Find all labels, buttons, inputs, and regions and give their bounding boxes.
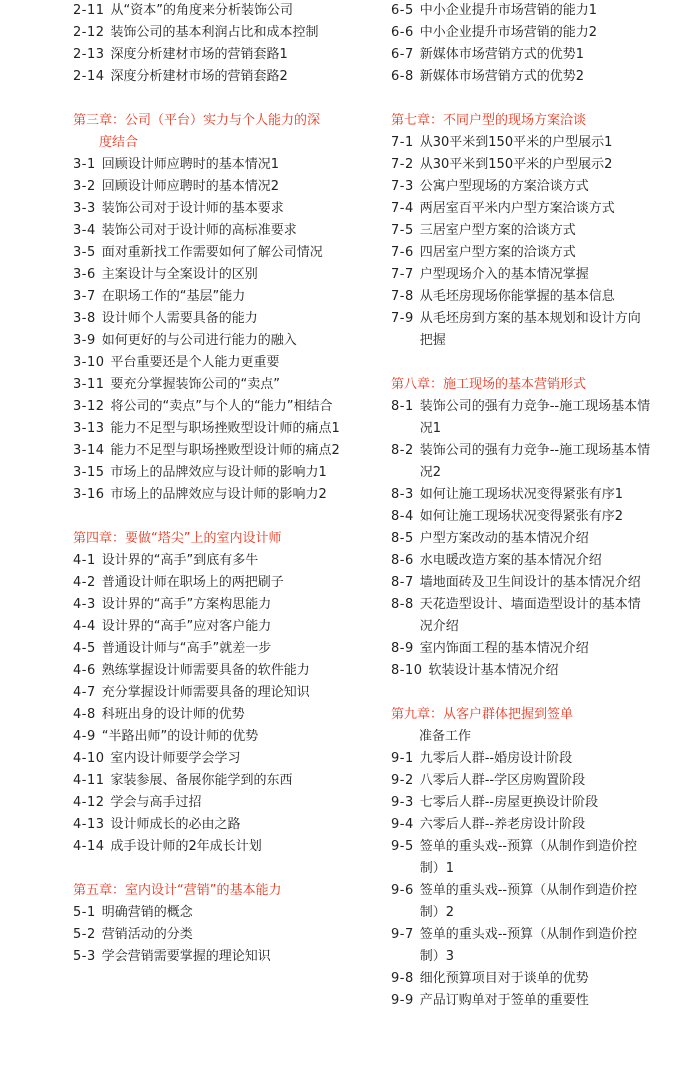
toc-entry (73, 902, 353, 924)
chapter-heading (73, 110, 353, 154)
toc-entry (391, 990, 653, 1012)
entry-number: 3-8 (73, 311, 96, 326)
entry-title: 设计界的“高手”应对客户能力 (101, 619, 272, 634)
entry-title: 中小企业提升市场营销的能力2 (419, 25, 598, 40)
toc-entry (73, 330, 353, 352)
entry-title: 中小企业提升市场营销的能力1 (419, 3, 598, 18)
entry-title: 面对重新找工作需要如何了解公司情况 (101, 245, 323, 260)
entry-number: 4-12 (73, 795, 105, 810)
toc-entry (73, 352, 353, 374)
toc-entry (73, 550, 353, 572)
entry-title: 产品订购单对于签单的重要性 (419, 993, 589, 1008)
toc-entry (391, 242, 653, 264)
toc-entry (73, 836, 353, 858)
entry-number: 3-15 (73, 465, 105, 480)
entry-title: 装饰公司对于设计师的基本要求 (101, 201, 284, 216)
entry-title: 室内饰面工程的基本情况介绍 (419, 641, 589, 656)
toc-entry (391, 22, 653, 44)
entry-number: 4-3 (73, 597, 96, 612)
entry-number: 3-10 (73, 355, 105, 370)
toc-entry (73, 462, 353, 484)
toc-entry (73, 154, 353, 176)
entry-number: 9-9 (391, 993, 414, 1008)
entry-title: 如何更好的与公司进行能力的融入 (101, 333, 297, 348)
entry-title: 签单的重头戏--预算（从制作到造价控制）3 (419, 927, 638, 964)
chapter-heading (391, 110, 653, 132)
toc-entry (73, 418, 353, 440)
entry-title: 学会营销需要掌握的理论知识 (101, 949, 271, 964)
entry-number: 4-11 (73, 773, 105, 788)
entry-title: 回顾设计师应聘时的基本情况1 (101, 157, 280, 172)
entry-number: 8-8 (391, 597, 414, 612)
section-spacer (73, 88, 353, 110)
entry-number: 4-1 (73, 553, 96, 568)
toc-entry (73, 286, 353, 308)
entry-title: 如何让施工现场状况变得紧张有序1 (419, 487, 624, 502)
entry-number: 6-5 (391, 3, 414, 18)
toc-entry (391, 660, 653, 682)
section-spacer (73, 506, 353, 528)
entry-title: 签单的重头戏--预算（从制作到造价控制）1 (419, 839, 638, 876)
toc-entry (391, 594, 653, 638)
entry-title: 细化预算项目对于谈单的优势 (419, 971, 589, 986)
entry-number: 3-3 (73, 201, 96, 216)
toc-entry (73, 814, 353, 836)
entry-number: 9-3 (391, 795, 414, 810)
entry-number: 7-8 (391, 289, 414, 304)
chapter-heading (391, 374, 653, 396)
entry-number: 6-7 (391, 47, 414, 62)
entry-number: 9-8 (391, 971, 414, 986)
toc-entry (73, 396, 353, 418)
entry-number: 3-14 (73, 443, 105, 458)
entry-number: 4-9 (73, 729, 96, 744)
toc-entry (391, 572, 653, 594)
toc-entry (73, 792, 353, 814)
entry-title: 从“资本”的角度来分析装饰公司 (110, 3, 293, 18)
entry-number: 7-5 (391, 223, 414, 238)
toc-entry (391, 198, 653, 220)
entry-number: 3-2 (73, 179, 96, 194)
entry-number: 7-9 (391, 311, 414, 326)
section-spacer (391, 352, 653, 374)
entry-number: 9-5 (391, 839, 414, 854)
toc-column-left (73, 0, 353, 968)
toc-entry (391, 66, 653, 88)
entry-number: 3-6 (73, 267, 96, 282)
entry-title: 装饰公司的强有力竞争--施工现场基本情况1 (419, 399, 651, 436)
entry-number: 9-4 (391, 817, 414, 832)
entry-number: 6-8 (391, 69, 414, 84)
entry-title: 户型现场介入的基本情况掌握 (419, 267, 589, 282)
toc-entry (73, 66, 353, 88)
toc-entry (391, 506, 653, 528)
section-spacer (73, 858, 353, 880)
toc-entry (73, 198, 353, 220)
entry-title: 将公司的“卖点”与个人的“能力”相结合 (110, 399, 333, 414)
entry-number: 3-1 (73, 157, 96, 172)
entry-number: 8-5 (391, 531, 414, 546)
entry-title: 能力不足型与职场挫败型设计师的痛点2 (110, 443, 340, 458)
toc-entry (73, 440, 353, 462)
entry-number: 3-13 (73, 421, 105, 436)
entry-title: 九零后人群--婚房设计阶段 (419, 751, 573, 766)
entry-title: 墙地面砖及卫生间设计的基本情况介绍 (419, 575, 641, 590)
toc-entry (391, 132, 653, 154)
toc-entry (73, 770, 353, 792)
entry-number: 8-4 (391, 509, 414, 524)
entry-number: 2-12 (73, 25, 105, 40)
toc-column-right (391, 0, 653, 1012)
toc-entry (73, 572, 353, 594)
entry-number: 8-3 (391, 487, 414, 502)
chapter-title: 第九章：从客户群体把握到签单 (391, 707, 574, 722)
entry-number: 8-6 (391, 553, 414, 568)
entry-number: 4-14 (73, 839, 105, 854)
entry-title: 要充分掌握装饰公司的“卖点” (110, 377, 280, 392)
entry-number: 4-6 (73, 663, 96, 678)
entry-title: 四居室户型方案的洽谈方式 (419, 245, 576, 260)
toc-entry (73, 682, 353, 704)
entry-number: 2-13 (73, 47, 105, 62)
toc-entry (391, 638, 653, 660)
entry-number: 3-9 (73, 333, 96, 348)
toc-entry (391, 176, 653, 198)
entry-title: 设计师个人需要具备的能力 (101, 311, 258, 326)
toc-entry (391, 880, 653, 924)
toc-entry (391, 924, 653, 968)
entry-title: 从毛坯房到方案的基本规划和设计方向把握 (419, 311, 641, 348)
entry-title: “半路出师”的设计师的优势 (101, 729, 259, 744)
entry-number: 8-2 (391, 443, 414, 458)
toc-entry (391, 264, 653, 286)
entry-number: 9-7 (391, 927, 414, 942)
entry-number: 5-1 (73, 905, 96, 920)
toc-entry (73, 220, 353, 242)
entry-title: 学会与高手过招 (110, 795, 202, 810)
entry-title: 签单的重头戏--预算（从制作到造价控制）2 (419, 883, 638, 920)
entry-number: 7-6 (391, 245, 414, 260)
entry-title: 八零后人群--学区房购置阶段 (419, 773, 586, 788)
entry-number: 3-11 (73, 377, 105, 392)
chapter-title: 第三章：公司（平台）实力与个人能力的深 (73, 113, 321, 128)
section-spacer (391, 682, 653, 704)
toc-entry (73, 242, 353, 264)
chapter-heading (73, 528, 353, 550)
toc-entry (391, 0, 653, 22)
entry-title: 市场上的品牌效应与设计师的影响力1 (110, 465, 327, 480)
entry-title: 水电暖改造方案的基本情况介绍 (419, 553, 602, 568)
entry-title: 科班出身的设计师的优势 (101, 707, 245, 722)
entry-number: 9-1 (391, 751, 414, 766)
toc-entry (391, 440, 653, 484)
entry-title: 六零后人群--养老房设计阶段 (419, 817, 586, 832)
toc-entry (391, 968, 653, 990)
section-spacer (391, 88, 653, 110)
entry-title: 普通设计师与“高手”就差一步 (101, 641, 272, 656)
toc-entry (391, 44, 653, 66)
entry-title: 公寓户型现场的方案洽谈方式 (419, 179, 589, 194)
entry-number: 8-1 (391, 399, 414, 414)
toc-entry (73, 704, 353, 726)
entry-title: 熟练掌握设计师需要具备的软件能力 (101, 663, 310, 678)
entry-number: 8-7 (391, 575, 414, 590)
toc-entry (73, 946, 353, 968)
toc-entry (391, 220, 653, 242)
entry-number: 4-4 (73, 619, 96, 634)
entry-number: 7-3 (391, 179, 414, 194)
chapter-heading (391, 704, 653, 726)
entry-title: 成手设计师的2年成长计划 (110, 839, 262, 854)
chapter-heading (73, 880, 353, 902)
entry-title: 软装设计基本情况介绍 (428, 663, 559, 678)
entry-title: 天花造型设计、墙面造型设计的基本情况介绍 (419, 597, 641, 634)
toc-entry (391, 308, 653, 352)
entry-title: 营销活动的分类 (101, 927, 193, 942)
toc-entry (73, 638, 353, 660)
toc-entry (73, 748, 353, 770)
toc-entry (73, 22, 353, 44)
toc-entry (73, 44, 353, 66)
entry-title: 三居室户型方案的洽谈方式 (419, 223, 576, 238)
entry-title: 深度分析建材市场的营销套路1 (110, 47, 288, 62)
entry-number: 9-2 (391, 773, 414, 788)
entry-number: 3-12 (73, 399, 105, 414)
entry-number: 3-16 (73, 487, 105, 502)
toc-entry (73, 660, 353, 682)
entry-number: 2-11 (73, 3, 105, 18)
entry-number: 4-13 (73, 817, 105, 832)
toc-entry (391, 770, 653, 792)
entry-title: 家装参展、备展你能学到的东西 (110, 773, 293, 788)
entry-title: 室内设计师要学会学习 (110, 751, 241, 766)
entry-title: 户型方案改动的基本情况介绍 (419, 531, 589, 546)
chapter-title: 第五章：室内设计“营销”的基本能力 (73, 883, 282, 898)
entry-number: 3-7 (73, 289, 96, 304)
entry-title: 在职场工作的“基层”能力 (101, 289, 246, 304)
toc-entry (73, 0, 353, 22)
entry-number: 2-14 (73, 69, 105, 84)
entry-number: 5-3 (73, 949, 96, 964)
entry-title: 设计师成长的必由之路 (110, 817, 241, 832)
toc-entry (73, 924, 353, 946)
entry-number: 3-4 (73, 223, 96, 238)
toc-entry (73, 726, 353, 748)
entry-number: 7-1 (391, 135, 414, 150)
toc-entry (73, 374, 353, 396)
toc-entry (391, 528, 653, 550)
entry-title: 市场上的品牌效应与设计师的影响力2 (110, 487, 327, 502)
entry-title: 设计界的“高手”方案构思能力 (101, 597, 272, 612)
entry-number: 4-8 (73, 707, 96, 722)
entry-title: 新媒体市场营销方式的优势2 (419, 69, 585, 84)
toc-entry (391, 748, 653, 770)
entry-number: 4-5 (73, 641, 96, 656)
entry-title: 装饰公司的基本利润占比和成本控制 (110, 25, 319, 40)
entry-number: 5-2 (73, 927, 96, 942)
entry-title: 设计界的“高手”到底有多牛 (101, 553, 259, 568)
chapter-title: 第七章：不同户型的现场方案洽谈 (391, 113, 587, 128)
chapter-title-continued: 准备工作 (419, 729, 472, 744)
entry-title: 从30平米到150平米的户型展示2 (419, 157, 613, 172)
entry-title: 充分掌握设计师需要具备的理论知识 (101, 685, 310, 700)
toc-entry (73, 484, 353, 506)
entry-title: 从毛坯房现场你能掌握的基本信息 (419, 289, 615, 304)
entry-title: 能力不足型与职场挫败型设计师的痛点1 (110, 421, 340, 436)
entry-title: 回顾设计师应聘时的基本情况2 (101, 179, 280, 194)
entry-title: 新媒体市场营销方式的优势1 (419, 47, 585, 62)
entry-number: 3-5 (73, 245, 96, 260)
entry-number: 8-9 (391, 641, 414, 656)
toc-entry (73, 176, 353, 198)
entry-number: 7-4 (391, 201, 414, 216)
entry-title: 装饰公司对于设计师的高标准要求 (101, 223, 297, 238)
entry-title: 两居室百平米内户型方案洽谈方式 (419, 201, 615, 216)
toc-entry (73, 308, 353, 330)
entry-number: 7-7 (391, 267, 414, 282)
entry-title: 普通设计师在职场上的两把刷子 (101, 575, 284, 590)
entry-title: 主案设计与全案设计的区别 (101, 267, 258, 282)
toc-entry (391, 154, 653, 176)
toc-entry (391, 814, 653, 836)
toc-entry (391, 836, 653, 880)
toc-entry (391, 286, 653, 308)
entry-title: 明确营销的概念 (101, 905, 193, 920)
entry-number: 6-6 (391, 25, 414, 40)
toc-entry (391, 550, 653, 572)
toc-entry (73, 594, 353, 616)
toc-entry (391, 396, 653, 440)
entry-title: 如何让施工现场状况变得紧张有序2 (419, 509, 624, 524)
entry-number: 4-10 (73, 751, 105, 766)
entry-title: 七零后人群--房屋更换设计阶段 (419, 795, 599, 810)
entry-number: 4-7 (73, 685, 96, 700)
entry-title: 平台重要还是个人能力更重要 (110, 355, 280, 370)
entry-title: 从30平米到150平米的户型展示1 (419, 135, 613, 150)
entry-number: 9-6 (391, 883, 414, 898)
toc-entry (391, 484, 653, 506)
toc-entry (73, 616, 353, 638)
entry-title: 深度分析建材市场的营销套路2 (110, 69, 288, 84)
entry-number: 8-10 (391, 663, 423, 678)
chapter-title-continued: 度结合 (99, 135, 139, 150)
entry-title: 装饰公司的强有力竞争--施工现场基本情况2 (419, 443, 651, 480)
toc-entry (391, 792, 653, 814)
chapter-title: 第四章：要做“塔尖”上的室内设计师 (73, 531, 282, 546)
chapter-title: 第八章：施工现场的基本营销形式 (391, 377, 587, 392)
entry-number: 4-2 (73, 575, 96, 590)
entry-number: 7-2 (391, 157, 414, 172)
toc-entry (73, 264, 353, 286)
